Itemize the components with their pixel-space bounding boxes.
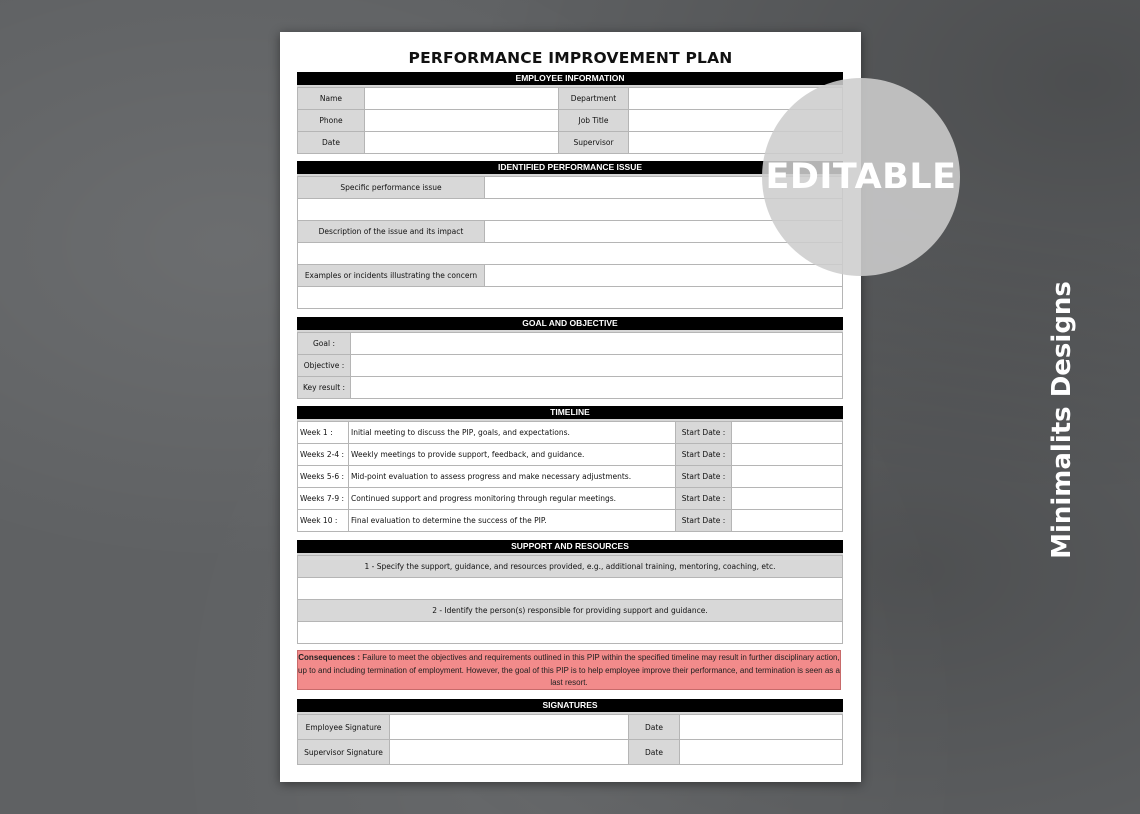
timeline-description: Final evaluation to determine the success of the PIP.	[349, 510, 676, 532]
consequences-notice	[297, 650, 841, 690]
consequences-label: Consequences :	[298, 653, 361, 662]
timeline-week: Week 1 :	[298, 422, 349, 444]
start-date-field[interactable]	[732, 510, 843, 532]
goal-section	[297, 317, 843, 399]
signatures-header: SIGNATURES	[297, 699, 843, 714]
timeline-week: Weeks 2-4 :	[298, 444, 349, 466]
employee-info-section	[297, 72, 843, 154]
issue-description-label: Description of the issue and its impact	[298, 221, 485, 243]
start-date-field[interactable]	[732, 444, 843, 466]
employee-signature-field[interactable]	[390, 715, 629, 740]
brand-watermark: Minimalits Designs	[1047, 281, 1077, 559]
key-result-label: Key result :	[298, 377, 351, 399]
objective-field[interactable]	[351, 355, 843, 377]
supervisor-label: Supervisor	[559, 132, 629, 154]
start-date-label: Start Date :	[676, 422, 732, 444]
objective-label: Objective :	[298, 355, 351, 377]
goal-header: GOAL AND OBJECTIVE	[297, 317, 843, 332]
goal-table	[297, 332, 843, 399]
editable-badge-text: EDITABLE	[765, 157, 957, 197]
timeline-week: Week 10 :	[298, 510, 349, 532]
support-item-2: 2 - Identify the person(s) responsible for providing support and guidance.	[298, 600, 843, 622]
employee-sign-date-label: Date	[629, 715, 680, 740]
timeline-description: Initial meeting to discuss the PIP, goals, and expectations.	[349, 422, 676, 444]
timeline-row	[298, 444, 843, 466]
supervisor-sign-date-label: Date	[629, 740, 680, 765]
employee-info-table	[297, 87, 843, 154]
start-date-label: Start Date :	[676, 510, 732, 532]
timeline-header: TIMELINE	[297, 406, 843, 421]
timeline-description: Continued support and progress monitoring through regular meetings.	[349, 488, 676, 510]
support-item-1-field[interactable]	[298, 578, 843, 600]
employee-signature-label: Employee Signature	[298, 715, 390, 740]
goal-field[interactable]	[351, 333, 843, 355]
department-label: Department	[559, 88, 629, 110]
timeline-row	[298, 488, 843, 510]
name-field[interactable]	[365, 88, 559, 110]
supervisor-sign-date-field[interactable]	[680, 740, 843, 765]
support-table	[297, 555, 843, 644]
supervisor-signature-field[interactable]	[390, 740, 629, 765]
timeline-week: Weeks 7-9 :	[298, 488, 349, 510]
timeline-row	[298, 510, 843, 532]
support-item-2-field[interactable]	[298, 622, 843, 644]
start-date-label: Start Date :	[676, 488, 732, 510]
timeline-row	[298, 422, 843, 444]
support-header: SUPPORT AND RESOURCES	[297, 540, 843, 555]
phone-field[interactable]	[365, 110, 559, 132]
performance-issue-section	[297, 161, 843, 309]
consequences-text: Failure to meet the objectives and requirements outlined in this PIP within the specified timeline may result in further disciplinary action, up to and including termination of employment. However, the goal of this PIP is to help employee improve their performance, and termination is seen as a last resort.	[298, 653, 840, 687]
examples-notes[interactable]	[298, 287, 843, 309]
timeline-section	[297, 406, 843, 532]
name-label: Name	[298, 88, 365, 110]
start-date-field[interactable]	[732, 488, 843, 510]
performance-issue-header: IDENTIFIED PERFORMANCE ISSUE	[297, 161, 843, 176]
support-section	[297, 540, 843, 644]
issue-description-notes[interactable]	[298, 243, 843, 265]
employee-sign-date-field[interactable]	[680, 715, 843, 740]
date-field[interactable]	[365, 132, 559, 154]
support-item-1: 1 - Specify the support, guidance, and resources provided, e.g., additional training, mentoring, coaching, etc.	[298, 556, 843, 578]
date-label: Date	[298, 132, 365, 154]
key-result-field[interactable]	[351, 377, 843, 399]
job-title-label: Job Title	[559, 110, 629, 132]
supervisor-signature-label: Supervisor Signature	[298, 740, 390, 765]
timeline-week: Weeks 5-6 :	[298, 466, 349, 488]
phone-label: Phone	[298, 110, 365, 132]
employee-info-header: EMPLOYEE INFORMATION	[297, 72, 843, 87]
performance-issue-table	[297, 176, 843, 309]
timeline-row	[298, 466, 843, 488]
timeline-description: Mid-point evaluation to assess progress and make necessary adjustments.	[349, 466, 676, 488]
start-date-field[interactable]	[732, 466, 843, 488]
editable-badge	[762, 78, 960, 276]
signatures-table	[297, 714, 843, 765]
timeline-table	[297, 421, 843, 532]
examples-label: Examples or incidents illustrating the concern	[298, 265, 485, 287]
signatures-section	[297, 699, 843, 765]
specific-issue-notes[interactable]	[298, 199, 843, 221]
start-date-field[interactable]	[732, 422, 843, 444]
start-date-label: Start Date :	[676, 444, 732, 466]
timeline-description: Weekly meetings to provide support, feedback, and guidance.	[349, 444, 676, 466]
specific-issue-label: Specific performance issue	[298, 177, 485, 199]
examples-field[interactable]	[485, 265, 843, 287]
goal-label: Goal :	[298, 333, 351, 355]
document-title: PERFORMANCE IMPROVEMENT PLAN	[408, 49, 733, 67]
start-date-label: Start Date :	[676, 466, 732, 488]
